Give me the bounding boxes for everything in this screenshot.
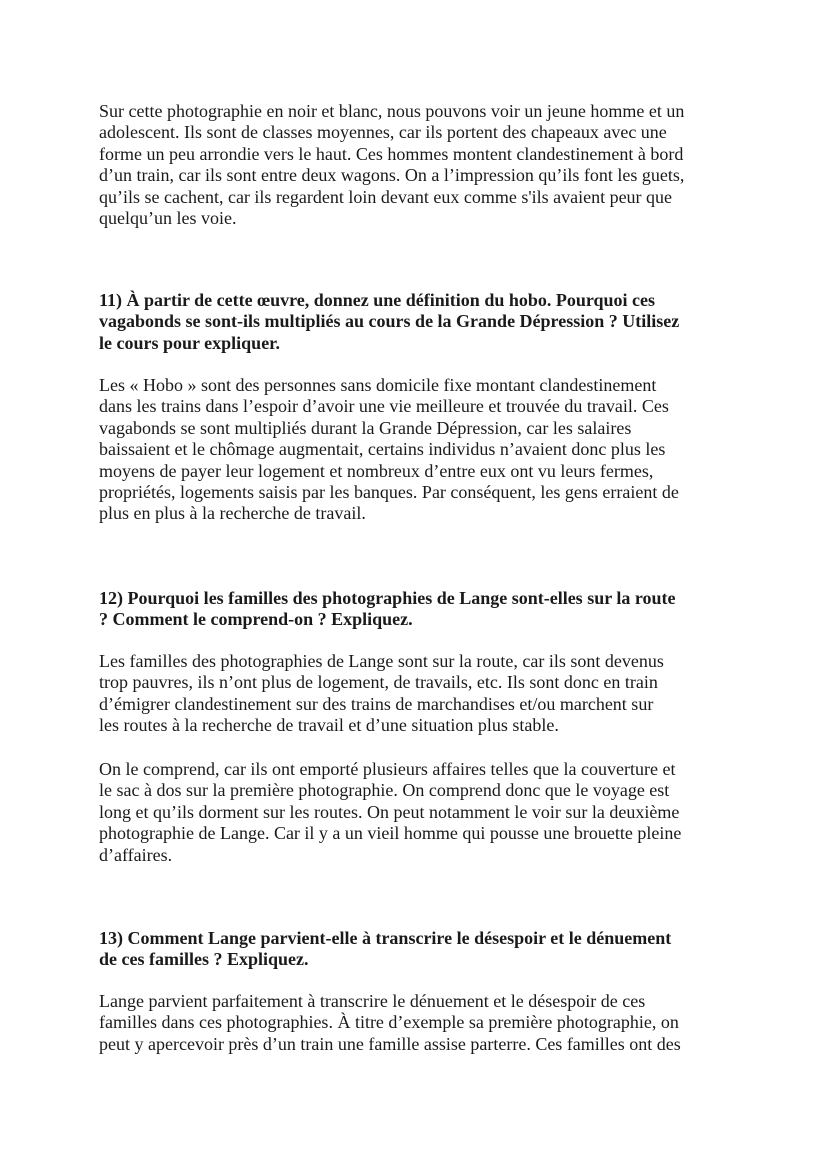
- text-line: ? Comment le comprend-on ? Expliquez.: [99, 609, 413, 630]
- question-13-heading: [99, 928, 759, 971]
- question-11-heading: [99, 290, 759, 354]
- text-line: 12) Pourquoi les familles des photographies de Lange sont-elles sur la route: [99, 588, 676, 608]
- text-line: moyens de payer leur logement et nombreux d’entre eux ont vu leurs fermes,: [99, 460, 654, 481]
- text-line: le cours pour expliquer.: [99, 332, 281, 353]
- text-line: propriétés, logements saisis par les banques. Par conséquent, les gens erraient de: [99, 481, 679, 502]
- text-line: Les « Hobo » sont des personnes sans domicile fixe montant clandestinement: [99, 375, 657, 395]
- text-line: qu’ils se cachent, car ils regardent loin devant eux comme s'ils avaient peur que: [99, 186, 673, 207]
- text-line: long et qu’ils dorment sur les routes. On peut notamment le voir sur la deuxième: [99, 801, 680, 822]
- text-line: photographie de Lange. Car il y a un vieil homme qui pousse une brouette pleine: [99, 823, 682, 844]
- answer-11-paragraph: [99, 375, 759, 525]
- text-line: 11) À partir de cette œuvre, donnez une définition du hobo. Pourquoi ces: [99, 290, 656, 310]
- text-line: familles dans ces photographies. À titre d’exemple sa première photographie, on: [99, 1012, 679, 1033]
- text-line: baissaient et le chômage augmentait, certains individus n’avaient donc plus les: [99, 439, 666, 460]
- text-line: de ces familles ? Expliquez.: [99, 949, 309, 970]
- answer-12-paragraph-2: [99, 759, 759, 866]
- text-line: Lange parvient parfaitement à transcrire le dénuement et le désespoir de ces: [99, 991, 646, 1011]
- text-line: Les familles des photographies de Lange sont sur la route, car ils sont devenus: [99, 651, 664, 671]
- text-line: peut y apercevoir près d’un train une famille assise parterre. Ces familles ont des: [99, 1033, 681, 1054]
- text-line: Sur cette photographie en noir et blanc, nous pouvons voir un jeune homme et un: [99, 101, 685, 121]
- text-line: d’un train, car ils sont entre deux wagons. On a l’impression qu’ils font les guets,: [99, 165, 685, 186]
- text-line: adolescent. Ils sont de classes moyennes, car ils portent des chapeaux avec une: [99, 122, 667, 143]
- question-12-heading: [99, 588, 759, 631]
- text-line: d’affaires.: [99, 844, 173, 865]
- text-line: d’émigrer clandestinement sur des trains de marchandises et/ou marchent sur: [99, 693, 654, 714]
- text-line: trop pauvres, ils n’ont plus de logement, de travails, etc. Ils sont donc en train: [99, 672, 658, 693]
- text-line: 13) Comment Lange parvient-elle à transcrire le désespoir et le dénuement: [99, 928, 672, 948]
- text-line: forme un peu arrondie vers le haut. Ces hommes montent clandestinement à bord: [99, 143, 684, 164]
- text-line: On le comprend, car ils ont emporté plusieurs affaires telles que la couverture et: [99, 759, 676, 779]
- answer-13-paragraph: [99, 991, 759, 1055]
- text-line: quelqu’un les voie.: [99, 207, 237, 228]
- text-line: plus en plus à la recherche de travail.: [99, 503, 366, 524]
- text-line: vagabonds se sont multipliés durant la Grande Dépression, car les salaires: [99, 417, 632, 438]
- text-line: vagabonds se sont-ils multipliés au cours de la Grande Dépression ? Utilisez: [99, 311, 680, 332]
- answer-12-paragraph-1: [99, 651, 759, 737]
- text-line: les routes à la recherche de travail et d’une situation plus stable.: [99, 715, 559, 736]
- intro-paragraph: [99, 101, 759, 229]
- text-line: le sac à dos sur la première photographie. On comprend donc que le voyage est: [99, 780, 670, 801]
- text-line: dans les trains dans l’espoir d’avoir une vie meilleure et trouvée du travail. Ces: [99, 396, 669, 417]
